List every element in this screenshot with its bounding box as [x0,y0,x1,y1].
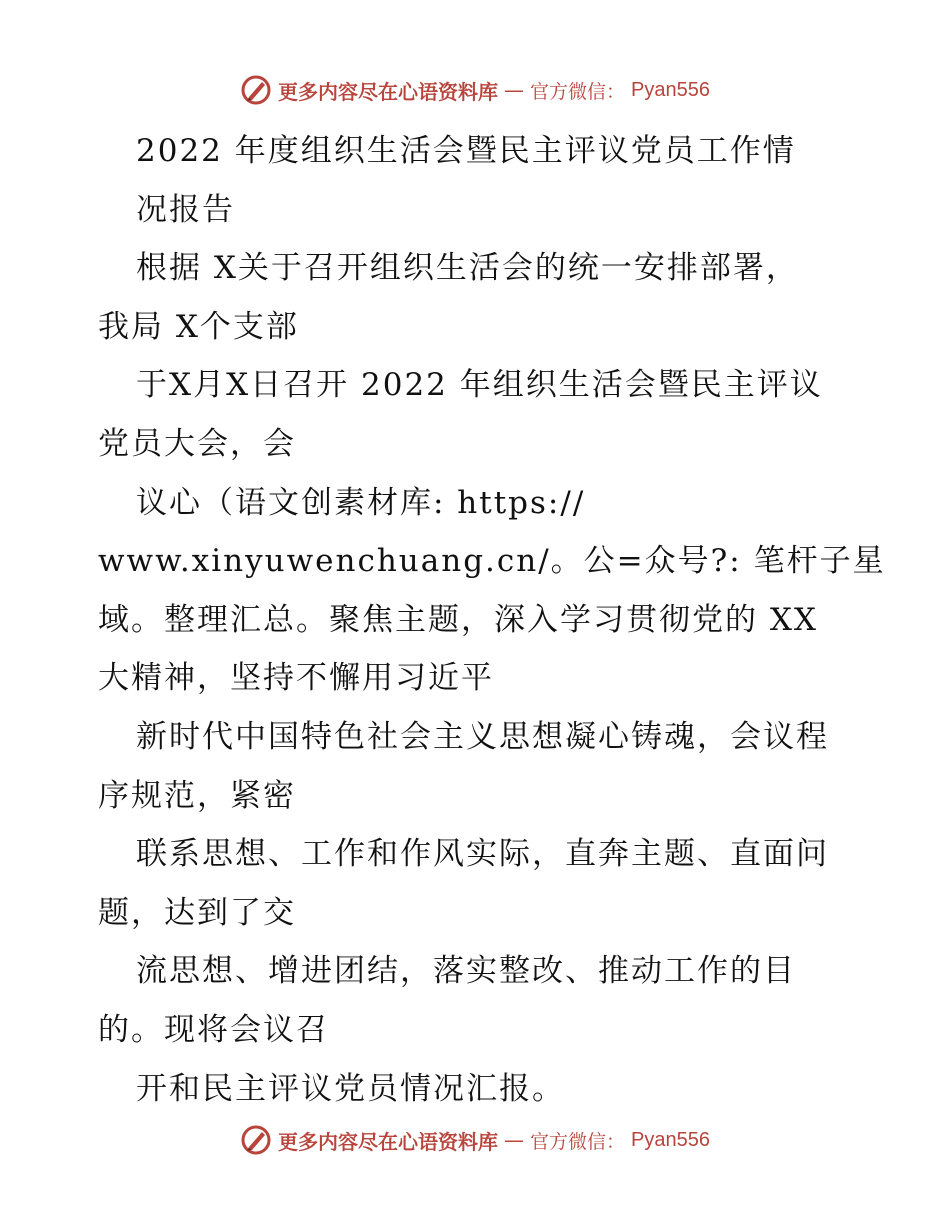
paragraph-line: www.xinyuwenchuang.cn/。公=众号?: 笔杆子星 [98,543,886,580]
watermark-banner-top [0,70,950,110]
paragraph-line: 根据 X关于召开组织生活会的统一安排部署， [136,250,799,287]
watermark-dash: — [504,78,524,102]
paragraph-line: 题，达到了交 [98,894,296,931]
watermark-dash: — [504,1128,524,1152]
paragraph-line: 开和民主评议党员情况汇报。 [136,1070,565,1107]
paragraph-line: 况报告 [136,191,235,228]
paragraph-line: 大精神，坚持不懈用习近平 [98,660,494,697]
watermark-id: Pyan556 [631,78,710,101]
paragraph-line: 联系思想、工作和作风实际，直奔主题、直面问 [136,836,829,873]
pen-logo-icon [240,1124,272,1156]
watermark-sub-text: 官方微信： [530,1130,626,1153]
paragraph-line: 于X月X日召开 2022 年组织生活会暨民主评议 [136,367,823,404]
watermark-sub-text: 官方微信： [530,80,626,103]
paragraph-line: 新时代中国特色社会主义思想凝心铸魂，会议程 [136,718,829,755]
paragraph-line: 2022 年度组织生活会暨民主评议党员工作情 [136,133,796,169]
watermark-id: Pyan556 [631,1128,710,1151]
paragraph-line: 域。整理汇总。聚焦主题，深入学习贯彻党的 XX [98,601,818,638]
paragraph-line: 流思想、增进团结，落实整改、推动工作的目 [136,953,796,990]
paragraph-line: 我局 X个支部 [98,308,299,345]
pen-logo-icon [240,74,272,106]
paragraph-line: 的。现将会议召 [98,1011,329,1048]
paragraph-line: 党员大会，会 [98,425,296,462]
paragraph-line: 议心（语文创素材库: https:// [136,484,586,521]
watermark-banner-bottom [0,1120,950,1160]
watermark-main-text: 更多内容尽在心语资料库 [278,79,498,104]
document-body [98,122,886,1118]
watermark-main-text: 更多内容尽在心语资料库 [278,1129,498,1154]
paragraph-line: 序规范，紧密 [98,777,296,814]
